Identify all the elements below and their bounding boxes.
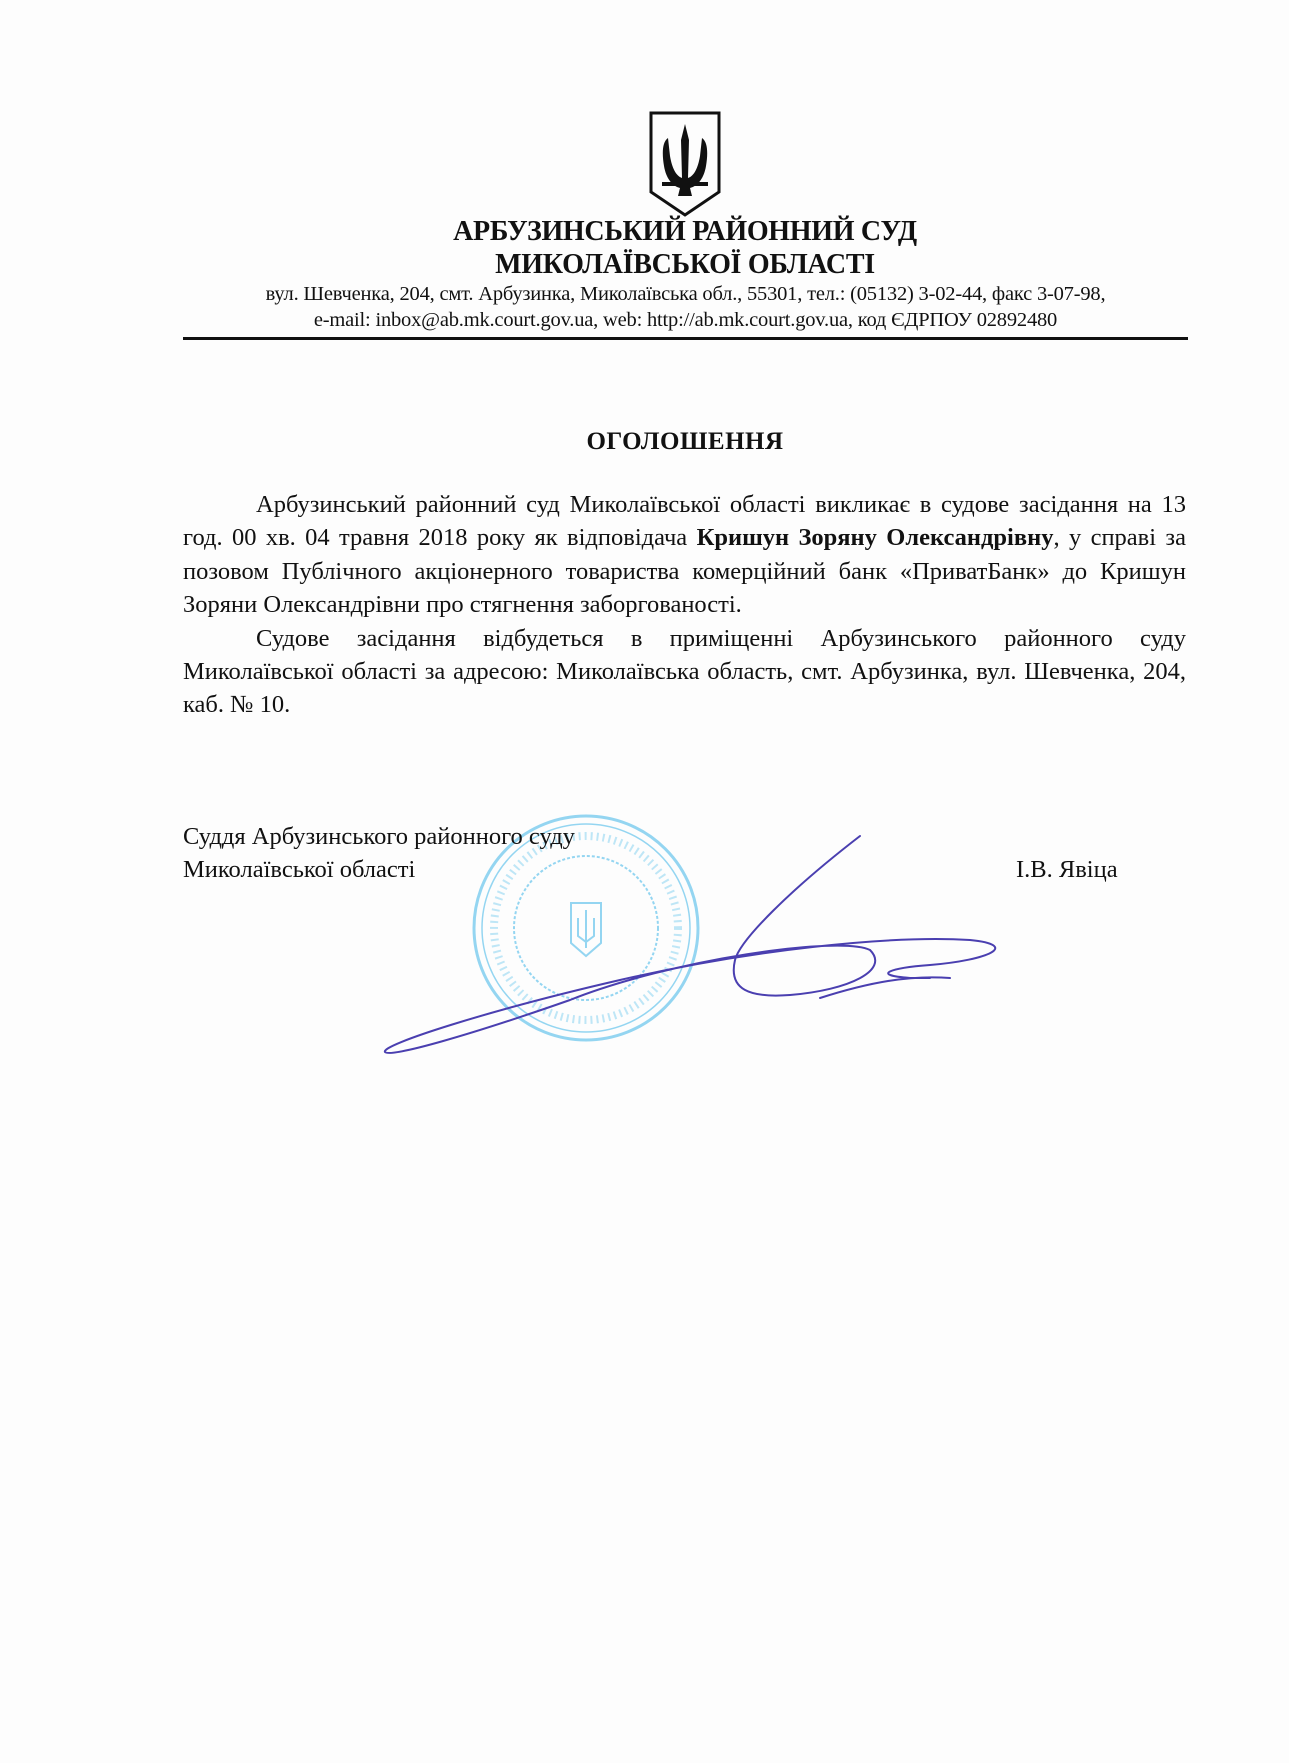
summons-text: Арбузинський районний суд Миколаївської області викликає в судове засідання на 13 год. 00 хв. 04 травня 2018 року як відповідача	[183, 491, 1186, 552]
case-text: , у справі за позовом Публічного акціонерного товариства комерційний банк «ПриватБанк» до Кришун Зоряни Олександрівни про стягнення заборгованості.	[183, 524, 1186, 619]
signer-position-line2: Миколаївської області	[183, 856, 416, 883]
coat-of-arms-emblem	[648, 110, 722, 218]
header-divider	[183, 337, 1188, 340]
court-name-line1: АРБУЗИНСЬКИЙ РАЙОННИЙ СУД	[453, 216, 917, 247]
announcement-body	[183, 488, 1186, 722]
court-contacts: e-mail: inbox@ab.mk.court.gov.ua, web: http://ab.mk.court.gov.ua, код ЄДРПОУ 02892480	[313, 309, 1058, 331]
judge-name: І.В. Явіца	[1016, 856, 1118, 883]
handwritten-signature	[370, 830, 1020, 1060]
court-name-line2: МИКОЛАЇВСЬКОЇ ОБЛАСТІ	[495, 249, 875, 280]
paragraph-summons	[183, 488, 1186, 622]
paragraph-location: Судове засідання відбудеться в приміщенні Арбузинського районного суду Миколаївської області за адресою: Миколаївська область, смт. Арбузинка, вул. Шевченка, 204, каб. № 10.	[183, 624, 1186, 719]
signer-position-line1: Суддя Арбузинського районного суду	[183, 823, 575, 850]
court-address: вул. Шевченка, 204, смт. Арбузинка, Миколаївська обл., 55301, тел.: (05132) 3-02-44, факс 3-07-98,	[265, 283, 1106, 305]
document-title: ОГОЛОШЕННЯ	[586, 428, 784, 455]
defendant-name: Кришун Зоряну Олександрівну	[696, 524, 1054, 552]
